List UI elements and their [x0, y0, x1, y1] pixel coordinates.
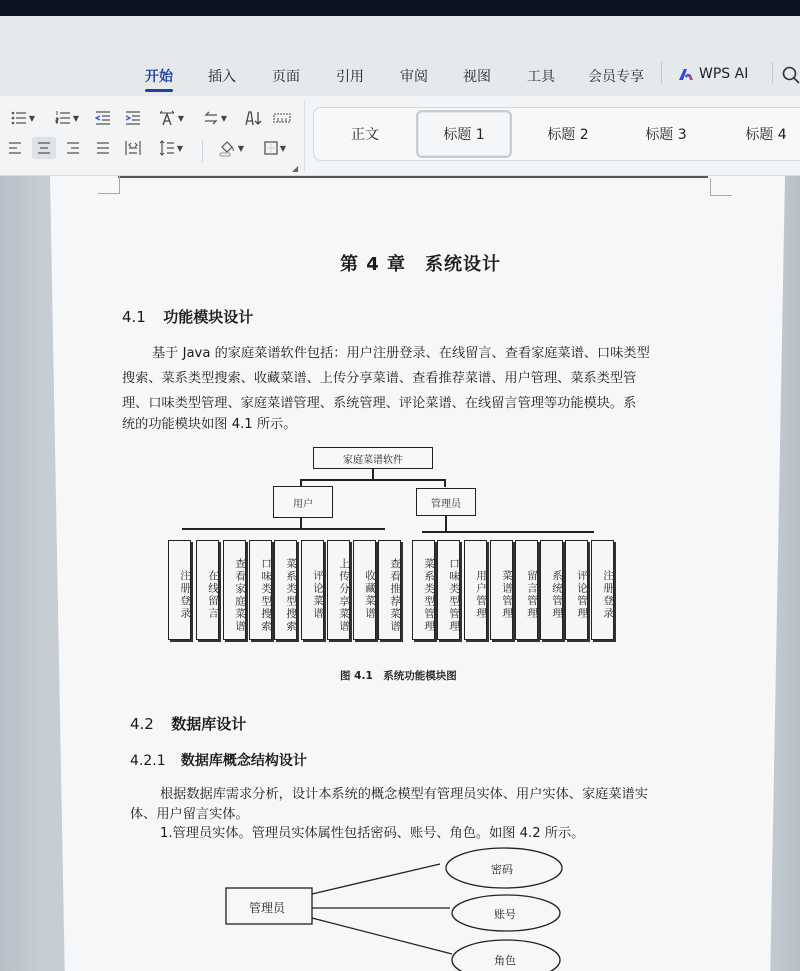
diagram-root-node: 家庭菜谱软件 — [313, 447, 433, 469]
diagram-leaf: 菜谱管理 — [490, 540, 513, 640]
style-heading-4[interactable]: 标题 4 — [745, 127, 787, 143]
tab-page[interactable]: 页面 — [272, 69, 300, 85]
section-title: 数据库设计 — [171, 715, 247, 733]
section-title: 功能模块设计 — [163, 308, 254, 326]
diagram-leaf: 菜系类型管理 — [412, 540, 435, 640]
diagram-leaf: 菜系类型搜索 — [274, 540, 297, 640]
diagram-leaf: 评论菜谱 — [301, 540, 324, 640]
diagram-leaf: 收藏菜谱 — [353, 540, 376, 640]
diagram-leaf: 在线留言 — [196, 540, 219, 640]
diagram-leaf: 用户管理 — [464, 540, 487, 640]
chevron-down-icon: ▼ — [177, 113, 185, 123]
tab-home[interactable]: 开始 — [145, 66, 173, 86]
er-entity-admin: 管理员 — [249, 901, 286, 915]
diagram-leaf: 注册登录 — [168, 540, 191, 640]
diagram-leaf: 口味类型管理 — [437, 540, 460, 640]
style-normal[interactable]: 正文 — [351, 127, 379, 143]
paragraph-line: 理、口味类型管理、家庭菜谱管理、系统管理、评论菜谱、在线留言管理等功能模块。系 — [122, 396, 637, 411]
diagram-user-node: 用户 — [273, 486, 333, 518]
chevron-down-icon: ▼ — [28, 113, 36, 123]
tab-tools[interactable]: 工具 — [527, 69, 555, 85]
paragraph-line: 统的功能模块如图 4.1 所示。 — [122, 417, 297, 432]
paragraph-line: 基于 Java 的家庭菜谱软件包括：用户注册登录、在线留言、查看家庭菜谱、口味类型 — [152, 346, 650, 361]
style-heading-1[interactable]: 标题 1 — [416, 110, 512, 158]
diagram-leaf: 查看家庭菜谱 — [223, 540, 246, 640]
section-number: 4.2 — [130, 715, 154, 733]
paragraph-line: 1.管理员实体。管理员实体属性包括密码、账号、角色。如图 4.2 所示。 — [160, 826, 585, 841]
wps-ai-label: WPS AI — [699, 66, 749, 82]
chevron-down-icon: ▼ — [220, 113, 228, 123]
diagram-leaf: 上传分享菜谱 — [327, 540, 350, 640]
er-attr-role: 角色 — [494, 954, 516, 967]
chevron-down-icon: ▼ — [176, 143, 184, 153]
tab-review[interactable]: 审阅 — [400, 69, 428, 85]
diagram-leaf: 留言管理 — [515, 540, 538, 640]
tab-insert[interactable]: 插入 — [208, 69, 236, 85]
er-attr-password: 密码 — [491, 863, 513, 876]
diagram-leaf: 注册登录 — [591, 540, 614, 640]
section-number: 4.1 — [122, 308, 146, 326]
paragraph-settings-launcher[interactable]: ◢ — [292, 164, 299, 173]
tab-view[interactable]: 视图 — [463, 69, 491, 85]
diagram-leaf: 口味类型搜索 — [249, 540, 272, 640]
diagram-leaf: 系统管理 — [540, 540, 563, 640]
figure-caption: 图 4.1 系统功能模块图 — [340, 670, 457, 682]
tab-references[interactable]: 引用 — [336, 69, 364, 85]
chapter-title: 第 4 章 系统设计 — [340, 254, 502, 275]
diagram-leaf: 查看推荐菜谱 — [378, 540, 401, 640]
chevron-down-icon: ▼ — [72, 113, 80, 123]
chevron-down-icon: ▼ — [237, 143, 245, 153]
chevron-down-icon: ▼ — [279, 143, 287, 153]
tab-member[interactable]: 会员专享 — [588, 69, 644, 85]
diagram-leaf: 评论管理 — [565, 540, 588, 640]
section-title: 数据库概念结构设计 — [180, 753, 307, 769]
er-attr-account: 账号 — [494, 908, 516, 921]
style-heading-2[interactable]: 标题 2 — [547, 127, 589, 143]
paragraph-line: 体、用户留言实体。 — [130, 807, 249, 822]
paragraph-line: 根据数据库需求分析，设计本系统的概念模型有管理员实体、用户实体、家庭菜谱实 — [160, 787, 648, 802]
style-heading-3[interactable]: 标题 3 — [645, 127, 687, 143]
diagram-admin-node: 管理员 — [416, 488, 476, 516]
section-number: 4.2.1 — [130, 753, 166, 769]
paragraph-line: 搜索、菜系类型搜索、收藏菜谱、上传分享菜谱、查看推荐菜谱、用户管理、菜系类型管 — [122, 371, 637, 386]
